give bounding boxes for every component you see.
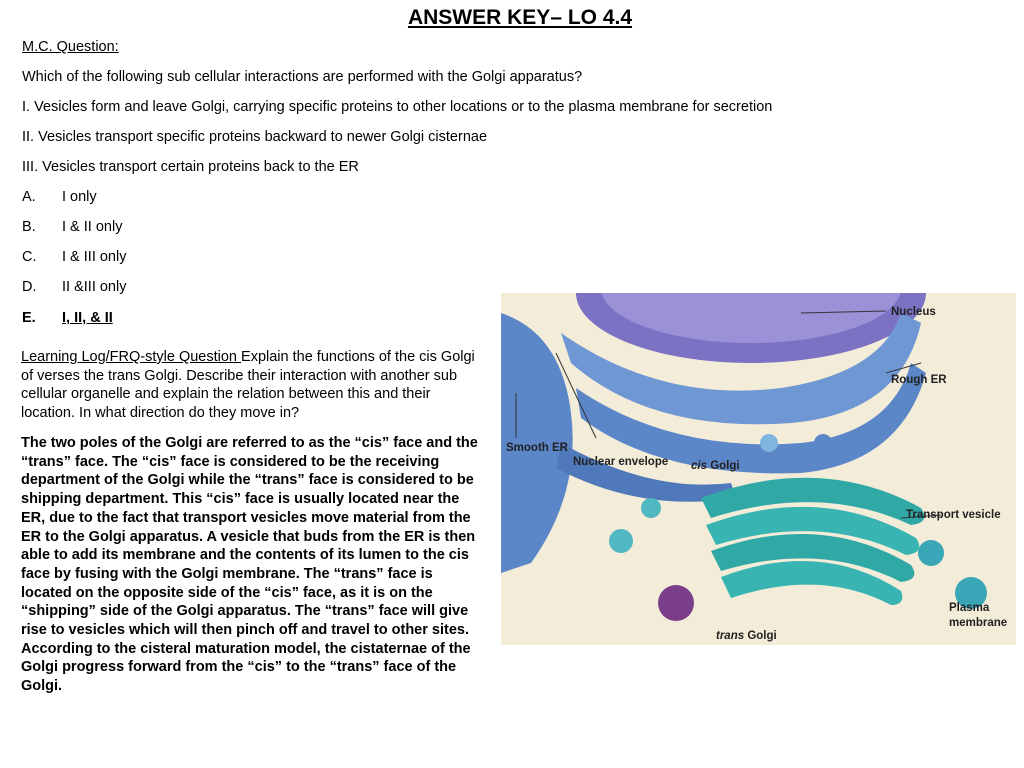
label-nucleus: Nucleus [891,306,936,318]
frq-prompt: Explain the functions of the cis Golgi of verses the trans Golgi. Describe their interaction with another sub cellular organelle and explain the relation between this and their location. In what direction do they move in? [21,349,475,421]
option-d [22,279,126,295]
option-b [22,219,122,235]
label-cis-golgi-word: Golgi [707,460,740,472]
vesicle [814,434,832,452]
label-rough-er: Rough ER [891,374,947,386]
label-cis: cis [691,460,707,472]
golgi-figure [501,293,1016,645]
label-smooth-er: Smooth ER [506,442,568,454]
statement-1: I. Vesicles form and leave Golgi, carrying specific proteins to other locations or to the plasma membrane for secretion [22,99,773,115]
label-trans: trans [716,630,745,642]
label-transport-vesicle: Transport vesicle [906,509,1001,521]
option-a [22,189,97,205]
label-trans-golgi-word: Golgi [744,630,777,642]
frq-heading: Learning Log/FRQ-style Question [21,349,242,365]
label-trans-golgi [716,630,777,642]
option-letter: B. [22,219,36,235]
option-e-correct [22,310,113,326]
option-letter: E. [22,310,36,326]
label-cis-golgi [691,460,740,472]
label-nuclear-envelope: Nuclear envelope [573,456,669,468]
frq-question [21,348,483,422]
option-letter: A. [22,189,36,205]
option-text: II &III only [62,279,127,295]
option-text: I, II, & II [62,310,113,326]
label-plasma: Plasma [949,602,990,614]
vesicle [918,540,944,566]
mc-question: Which of the following sub cellular interactions are performed with the Golgi apparatus? [22,69,583,85]
vesicle [760,434,778,452]
option-text: I & II only [62,219,123,235]
mc-heading: M.C. Question: [22,39,119,55]
vesicle [641,498,661,518]
option-text: I & III only [62,249,127,265]
golgi-illustration [501,293,1016,645]
statement-2: II. Vesicles transport specific proteins backward to newer Golgi cisternae [22,129,488,145]
page-title: ANSWER KEY– LO 4.4 [407,6,633,29]
option-letter: C. [22,249,37,265]
label-membrane: membrane [949,617,1008,629]
vesicle-purple [658,585,694,621]
option-c [22,249,126,265]
vesicle [609,529,633,553]
option-text: I only [62,189,97,205]
statement-3: III. Vesicles transport certain proteins back to the ER [22,159,359,175]
option-letter: D. [22,279,37,295]
frq-answer: The two poles of the Golgi are referred to as the “cis” face and the “trans” face. The “cis” face is considered to be the receiving department of the Golgi while the “trans” face is considered to be shipping department. This “cis” face is usually located near the ER, due to the fact that transport vesicles move material from the ER to the Golgi apparatus. A vesicle that buds from the ER is then able to add its membrane and the contents of its lumen to the cis face by fusing with the Golgi membrane. The “trans” face is located on the opposite side of the “cis” face, as it is on the “shipping” side of the Golgi apparatus. The “trans” face will give rise to vesicles which will then pinch off and travel to other sites. According to the cisteral maturation model, the cistaternae of the Golgi progress forward from the “cis” to the “trans” face of the Golgi. [21,435,478,695]
